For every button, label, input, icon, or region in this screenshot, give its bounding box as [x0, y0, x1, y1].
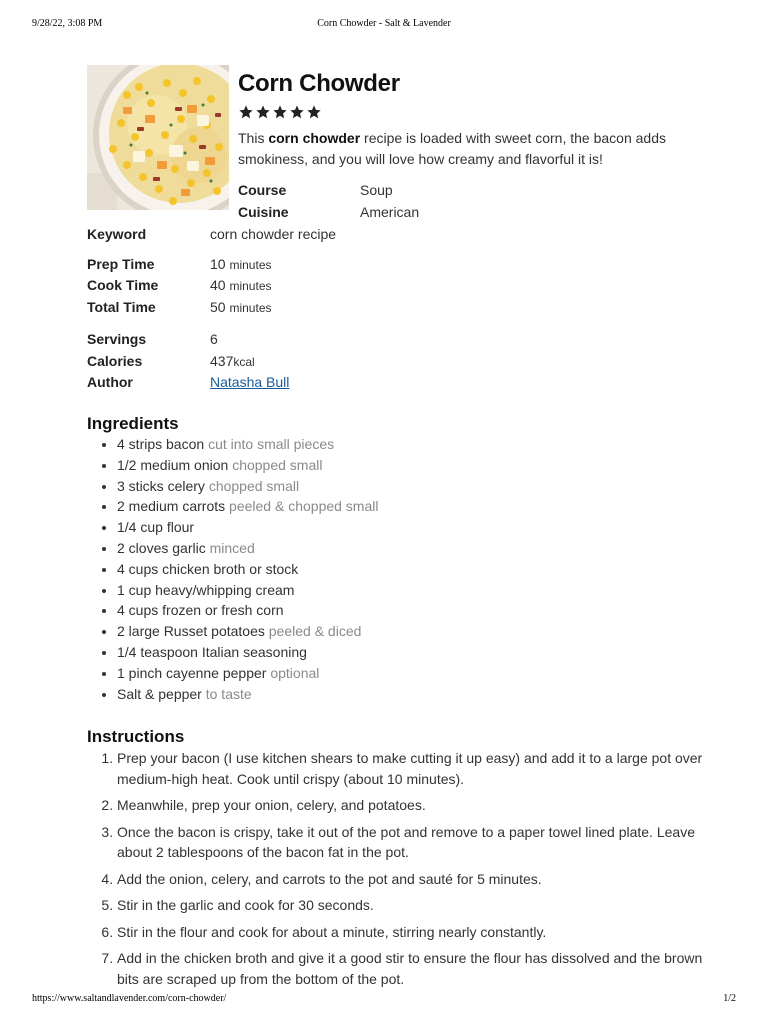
- recipe-title: Corn Chowder: [238, 70, 400, 97]
- star-icon: [306, 104, 322, 120]
- meta-calories-label: Calories: [87, 353, 143, 369]
- prep-time-unit: minutes: [229, 258, 272, 272]
- ingredient-item: [117, 684, 378, 705]
- total-time-number: 50: [210, 299, 226, 315]
- ingredient-name: 2 medium carrots: [117, 498, 226, 515]
- ingredient-name: 2 large Russet potatoes: [117, 623, 265, 640]
- ingredient-note: peeled & diced: [268, 623, 362, 640]
- star-icon: [238, 104, 254, 120]
- ingredient-item: [117, 580, 378, 601]
- ingredient-item: [117, 476, 378, 497]
- meta-keyword-value: corn chowder recipe: [210, 226, 337, 242]
- ingredient-note: minced: [209, 539, 255, 556]
- ingredient-name: 1 cup heavy/whipping cream: [117, 581, 295, 598]
- star-icon: [272, 104, 288, 120]
- ingredient-item: [117, 642, 378, 663]
- star-rating: [238, 104, 322, 120]
- meta-total-time-label: Total Time: [87, 299, 156, 315]
- meta-course-value: Soup: [360, 182, 393, 198]
- calories-number: 437: [210, 353, 234, 369]
- instruction-step: 4. Add the onion, celery, and carrots to the pot and sauté for 5 minutes.: [117, 869, 707, 890]
- ingredient-name: 1/4 teaspoon Italian seasoning: [117, 643, 307, 660]
- ingredient-note: optional: [270, 664, 320, 681]
- meta-cuisine-label: Cuisine: [238, 204, 289, 220]
- calories-unit: kcal: [233, 355, 255, 369]
- summary-text-start: This: [238, 130, 269, 146]
- cook-time-unit: minutes: [229, 279, 272, 293]
- ingredient-name: 2 cloves garlic: [117, 539, 206, 556]
- ingredient-item: [117, 434, 378, 455]
- ingredient-item: [117, 559, 378, 580]
- ingredient-name: 3 sticks celery: [117, 477, 205, 494]
- print-date: 9/28/22, 3:08 PM: [32, 18, 103, 29]
- instruction-step: 6. Stir in the flour and cook for about a minute, stirring nearly constantly.: [117, 922, 707, 943]
- instruction-step: 7. Add in the chicken broth and give it a good stir to ensure the flour has dissolved and the brown bits are scraped up from the bottom of the pot.: [117, 948, 707, 989]
- meta-cook-time-value: [210, 275, 272, 296]
- ingredient-item: [117, 621, 378, 642]
- ingredient-name: 1/2 medium onion: [117, 456, 229, 473]
- summary-highlight: corn chowder: [268, 130, 361, 146]
- meta-author-label: Author: [87, 374, 133, 390]
- meta-prep-time-label: Prep Time: [87, 256, 155, 272]
- instruction-step: 5. Stir in the garlic and cook for 30 seconds.: [117, 895, 707, 916]
- ingredients-heading: Ingredients: [87, 414, 179, 433]
- instructions-list: [87, 748, 707, 995]
- prep-time-number: 10: [210, 256, 226, 272]
- print-url: https://www.saltandlavender.com/corn-chowder/: [32, 993, 227, 1004]
- meta-total-time-value: [210, 297, 272, 318]
- cook-time-number: 40: [210, 277, 226, 293]
- meta-keyword-label: Keyword: [87, 226, 147, 242]
- instructions-heading: Instructions: [87, 727, 185, 746]
- ingredient-name: 4 cups frozen or fresh corn: [117, 602, 284, 619]
- meta-calories-value: [210, 351, 255, 372]
- meta-prep-time-value: [210, 254, 272, 275]
- meta-servings-label: Servings: [87, 331, 147, 347]
- author-link[interactable]: Natasha Bull: [210, 374, 290, 390]
- recipe-photo: [87, 65, 229, 210]
- ingredient-name: 4 strips bacon: [117, 436, 205, 452]
- ingredient-item: [117, 517, 378, 538]
- corn-chowder-image: [87, 65, 229, 210]
- print-page-title: Corn Chowder - Salt & Lavender: [317, 18, 451, 29]
- ingredient-item: [117, 496, 378, 517]
- ingredient-name: 4 cups chicken broth or stock: [117, 560, 299, 577]
- meta-cook-time-label: Cook Time: [87, 277, 159, 293]
- ingredient-name: Salt & pepper: [117, 685, 202, 702]
- ingredient-item: [117, 663, 378, 684]
- instruction-step: 2. Meanwhile, prep your onion, celery, and potatoes.: [117, 795, 707, 816]
- ingredient-note: peeled & chopped small: [229, 498, 379, 515]
- ingredient-name: 1/4 cup flour: [117, 519, 195, 536]
- meta-servings-value: 6: [210, 331, 218, 347]
- meta-course-label: Course: [238, 182, 287, 198]
- total-time-unit: minutes: [229, 301, 272, 315]
- instruction-step: 1. Prep your bacon (I use kitchen shears to make cutting it up easy) and add it to a large pot over medium-high heat. Cook until crispy (about 10 minutes).: [117, 748, 707, 789]
- print-page-number: 1/2: [723, 993, 736, 1004]
- instruction-step: 3. Once the bacon is crispy, take it out of the pot and remove to a paper towel lined plate. Leave about 2 tablespoons of the bacon fat in the pot.: [117, 822, 707, 863]
- print-footer: [32, 993, 736, 1007]
- recipe-summary: [238, 128, 688, 170]
- ingredient-note: cut into small pieces: [208, 436, 335, 452]
- meta-author-value-wrap: [210, 372, 289, 392]
- star-icon: [289, 104, 305, 120]
- meta-cuisine-value: American: [360, 204, 420, 220]
- print-header: [32, 18, 736, 32]
- ingredient-note: chopped small: [232, 456, 323, 473]
- ingredient-note: to taste: [205, 685, 252, 702]
- summary-text-end: recipe is loaded with sweet corn, the bacon adds smokiness, and you will love how creamy and flavorful it is!: [238, 130, 666, 167]
- ingredient-item: [117, 455, 378, 476]
- star-icon: [255, 104, 271, 120]
- ingredient-item: [117, 538, 378, 559]
- ingredient-item: [117, 600, 378, 621]
- ingredients-list: [87, 434, 378, 704]
- ingredient-note: chopped small: [208, 477, 300, 494]
- ingredient-name: 1 pinch cayenne pepper: [117, 664, 267, 681]
